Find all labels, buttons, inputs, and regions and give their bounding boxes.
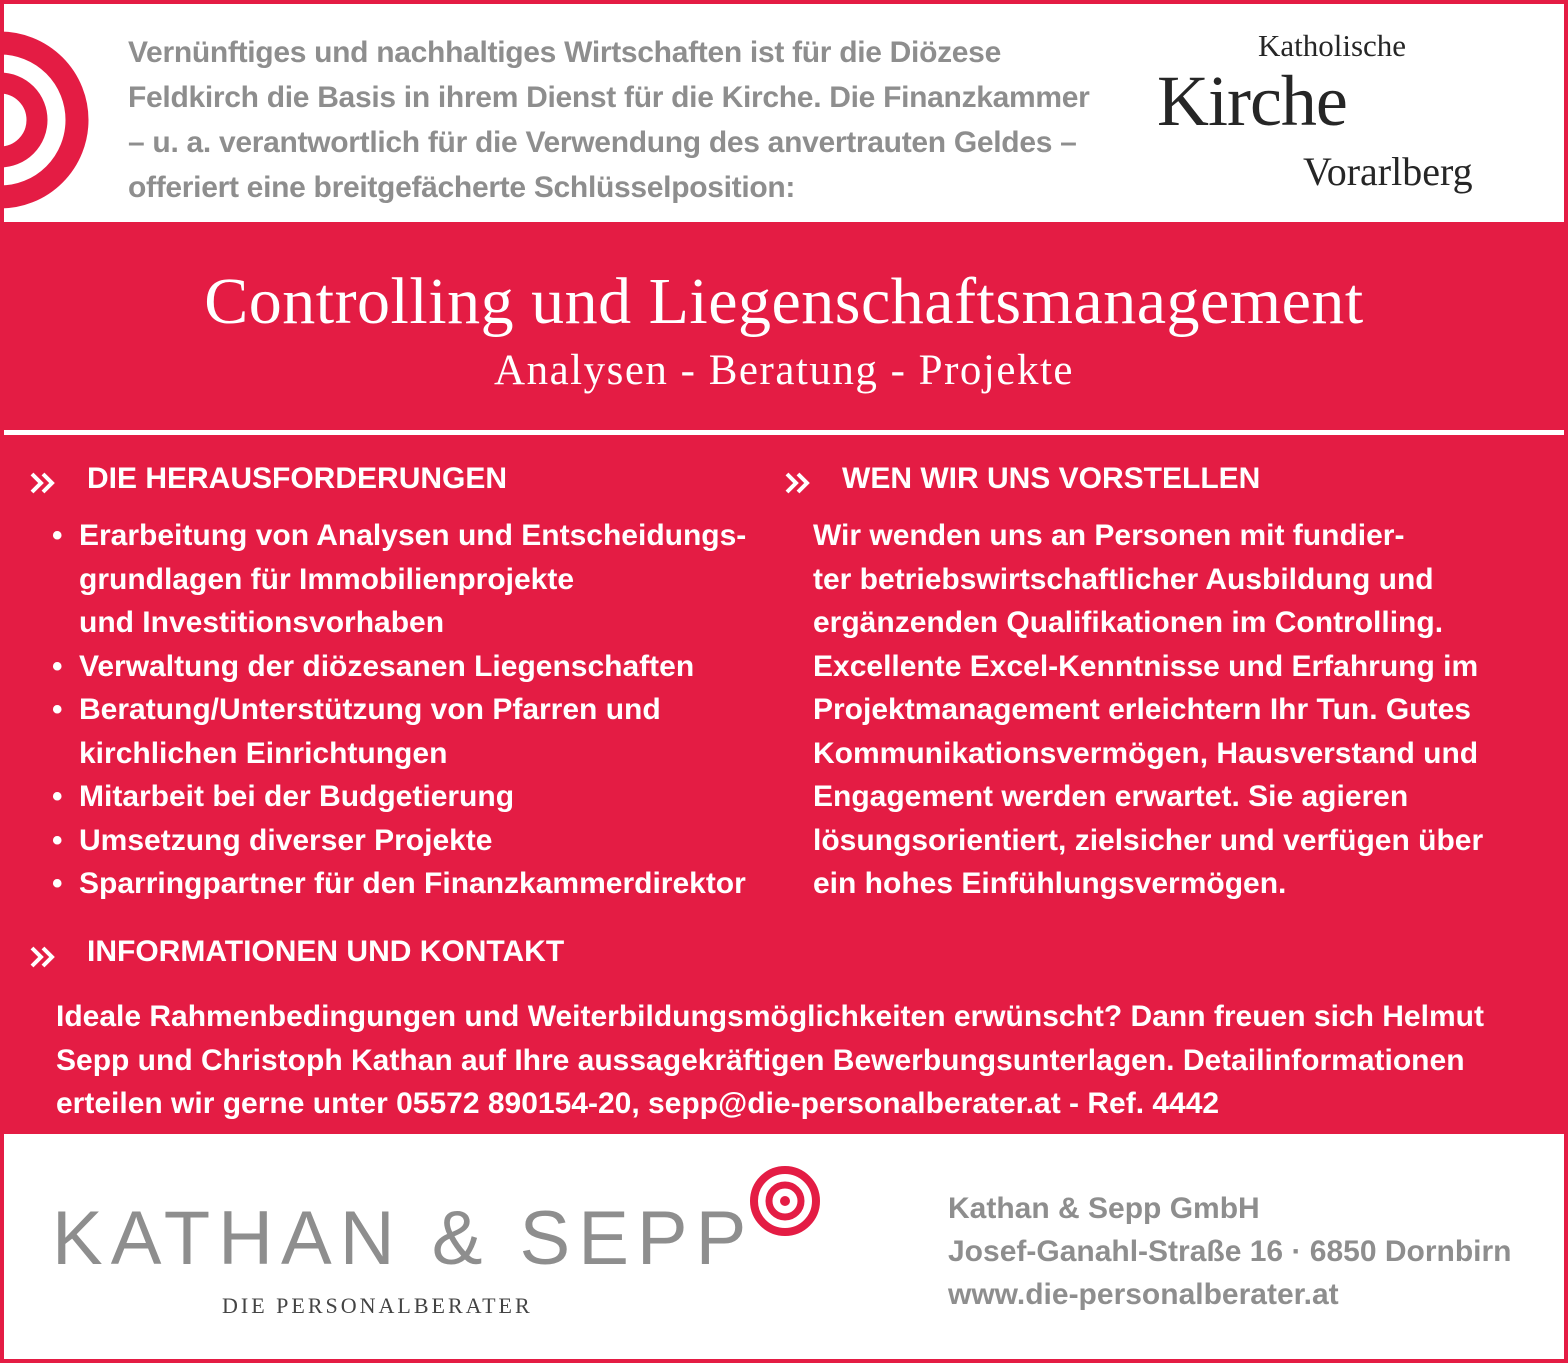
list-item-line: grundlagen für Immobilienprojekte [79,562,575,596]
heading-challenges: DIE HERAUSFORDERUNGEN [87,462,508,495]
brand-tagline: DIE PERSONALBERATER [222,1293,533,1318]
list-item-line: • Verwaltung der diözesanen Liegenschaften [79,649,695,683]
profile-line: lösungsorientiert, zielsicher und verfügen über [813,823,1484,857]
list-item-line: und Investitionsvorhaben [79,606,445,639]
company-name: Kathan & Sepp GmbH [948,1192,1260,1225]
job-subtitle: Analysen - Beratung - Projekte [494,347,1074,394]
logo-line-kirche: Kirche [1157,61,1347,141]
contact-line: Sepp und Christoph Kathan auf Ihre aussagekräftigen Bewerbungsunterlagen. Detailinformationen [56,1043,1465,1077]
list-item-line: • Umsetzung diverser Projekte [79,823,493,857]
profile-line: ter betriebswirtschaftlicher Ausbildung und [813,562,1434,596]
heading-contact: INFORMATIONEN UND KONTAKT [87,935,565,968]
profile-line: Kommunikationsvermögen, Hausverstand und [813,736,1479,770]
logo-line-vorarlberg: Vorarlberg [1303,149,1473,194]
intro-line: Vernünftiges und nachhaltiges Wirtschaften ist für die Diözese [128,36,1001,69]
intro-line: Feldkirch die Basis in ihrem Dienst für die Kirche. Die Finanzkammer [128,81,1090,114]
list-item-line: • Mitarbeit bei der Budgetierung [79,780,515,813]
list-item-line: kirchlichen Einrichtungen [79,736,448,770]
list-item-line: • Sparringpartner für den Finanzkammerdirektor [79,867,746,900]
brand-wordmark: KATHAN & SEPP [52,1196,755,1281]
intro-line: – u. a. verantwortlich für die Verwendung des anvertrauten Geldes – [128,126,1077,159]
contact-line: erteilen wir gerne unter 05572 890154-20, sepp@die-personalberater.at - Ref. 4442 [56,1087,1220,1120]
logo-line-katholische: Katholische [1258,28,1407,63]
list-item-line: • Erarbeitung von Analysen und Entscheidungs- [79,519,747,552]
profile-line: Engagement werden erwartet. Sie agieren [813,780,1409,813]
profile-line: Wir wenden uns an Personen mit fundier- [813,519,1405,552]
company-street: Josef-Ganahl-Straße 16 · 6850 Dornbirn [948,1235,1512,1268]
list-item-line: • Beratung/Unterstützung von Pfarren und [79,693,661,726]
contact-line: Ideale Rahmenbedingungen und Weiterbildungsmöglichkeiten erwünscht? Dann freuen sich Helmut [56,1000,1484,1033]
profile-line: ein hohes Einfühlungsvermögen. [813,867,1287,900]
job-title: Controlling und Liegenschaftsmanagement [204,265,1364,338]
profile-line: ergänzenden Qualifikationen im Controlling. [813,606,1444,639]
profile-line: Projektmanagement erleichtern Ihr Tun. Gutes [813,693,1471,726]
intro-line: offeriert eine breitgefächerte Schlüsselposition: [128,171,796,204]
company-website-link[interactable]: www.die-personalberater.at [948,1278,1339,1311]
profile-line: Excellente Excel-Kenntnisse und Erfahrung im [813,649,1479,683]
heading-profile: WEN WIR UNS VORSTELLEN [842,462,1261,495]
